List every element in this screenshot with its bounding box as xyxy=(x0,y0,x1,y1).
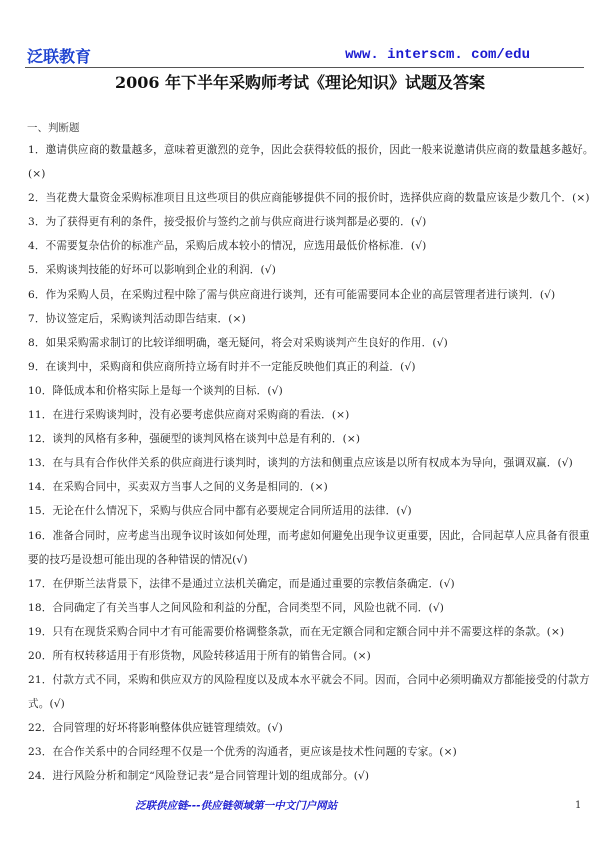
question-item: 23．在合作关系中的合同经理不仅是一个优秀的沟通者，更应该是技术性问题的专家。(×) xyxy=(28,746,457,759)
document-title: 2006 年下半年采购师考试《理论知识》试题及答案 xyxy=(114,73,486,92)
question-item: 5．采购谈判技能的好坏可以影响到企业的利润．(√) xyxy=(28,264,276,277)
question-item: 10．降低成本和价格实际上是每一个谈判的目标．(√) xyxy=(28,384,283,397)
question-item: 17．在伊斯兰法背景下，法律不是通过立法机关确定，而是通过重要的宗教信条确定．(√) xyxy=(28,577,455,590)
question-item: 16．准备合同时，应考虑当出现争议时该如何处理，而考虑如何避免出现争议更重要，因此，合同起草人应具备有很重 xyxy=(28,529,590,542)
question-item: 21．付款方式不同，采购和供应双方的风险程度以及成本水平就会不同。因而，合同中必须明确双方都能接受的付款方 xyxy=(28,674,590,687)
header-divider xyxy=(25,67,584,68)
question-item: 8．如果采购需求制订的比较详细明确，毫无疑问，将会对采购谈判产生良好的作用．(√) xyxy=(28,336,448,349)
footer-slogan: 泛联供应链---供应链领域第一中文门户网站 xyxy=(135,800,338,812)
question-item: 1．邀请供应商的数量越多，意味着更激烈的竞争，因此会获得较低的报价，因此一般来说邀请供应商的数量越多越好。 xyxy=(28,144,594,156)
question-item-continuation: 要的技巧是设想可能出现的各种错误的情况(√) xyxy=(28,553,248,566)
question-item: 3．为了获得更有利的条件，接受报价与签约之前与供应商进行谈判都是必要的．(√) xyxy=(28,216,427,229)
question-item: 6．作为采购人员，在采购过程中除了需与供应商进行谈判，还有可能需要同本企业的高层管理者进行谈判．(√) xyxy=(28,288,556,301)
question-item: 11．在进行采购谈判时，没有必要考虑供应商对采购商的看法．(×) xyxy=(28,409,350,422)
question-item: 7．协议签定后，采购谈判活动即告结束．(×) xyxy=(28,312,246,325)
question-item: 14．在采购合同中，买卖双方当事人之间的义务是相同的．(×) xyxy=(28,481,328,494)
page-number: 1 xyxy=(575,800,582,811)
question-item: 18．合同确定了有关当事人之间风险和利益的分配，合同类型不同，风险也就不同．(√) xyxy=(28,601,445,614)
question-item: 15．无论在什么情况下，采购与供应合同中都有必要规定合同所适用的法律．(√) xyxy=(28,505,412,518)
question-item: 4．不需要复杂估价的标准产品，采购后成本较小的情况，应选用最低价格标准．(√) xyxy=(28,240,427,253)
header-url[interactable]: www. interscm. com/edu xyxy=(345,47,530,63)
question-item: 13．在与具有合作伙伴关系的供应商进行谈判时，谈判的方法和侧重点应该是以所有权成本为导向，强调双赢．(√) xyxy=(28,457,573,470)
question-item-continuation: 式。(√) xyxy=(28,698,65,711)
question-list xyxy=(28,138,594,789)
brand-logo-text: 泛联教育 xyxy=(27,47,92,66)
question-item: 22．合同管理的好坏将影响整体供应链管理绩效。(√) xyxy=(28,722,283,735)
question-item: 20．所有权转移适用于有形货物，风险转移适用于所有的销售合同。(×) xyxy=(28,649,371,662)
question-item: 2．当花费大量资金采购标准项目且这些项目的供应商能够提供不同的报价时，选择供应商的数量应该是少数几个．(×) xyxy=(28,192,590,205)
question-item: 19．只有在现货采购合同中才有可能需要价格调整条款，而在无定额合同和定额合同中并不需要这样的条款。(×) xyxy=(28,625,565,638)
section-heading: 一、判断题 xyxy=(27,122,80,134)
question-item: 9．在谈判中，采购商和供应商所持立场有时并不一定能反映他们真正的利益．(√) xyxy=(28,360,416,373)
question-item: 12．谈判的风格有多种，强硬型的谈判风格在谈判中总是有利的．(×) xyxy=(28,433,361,446)
question-item-continuation: (×) xyxy=(28,168,46,181)
question-item: 24．进行风险分析和制定“风险登记表”是合同管理计划的组成部分。(√) xyxy=(28,770,370,783)
